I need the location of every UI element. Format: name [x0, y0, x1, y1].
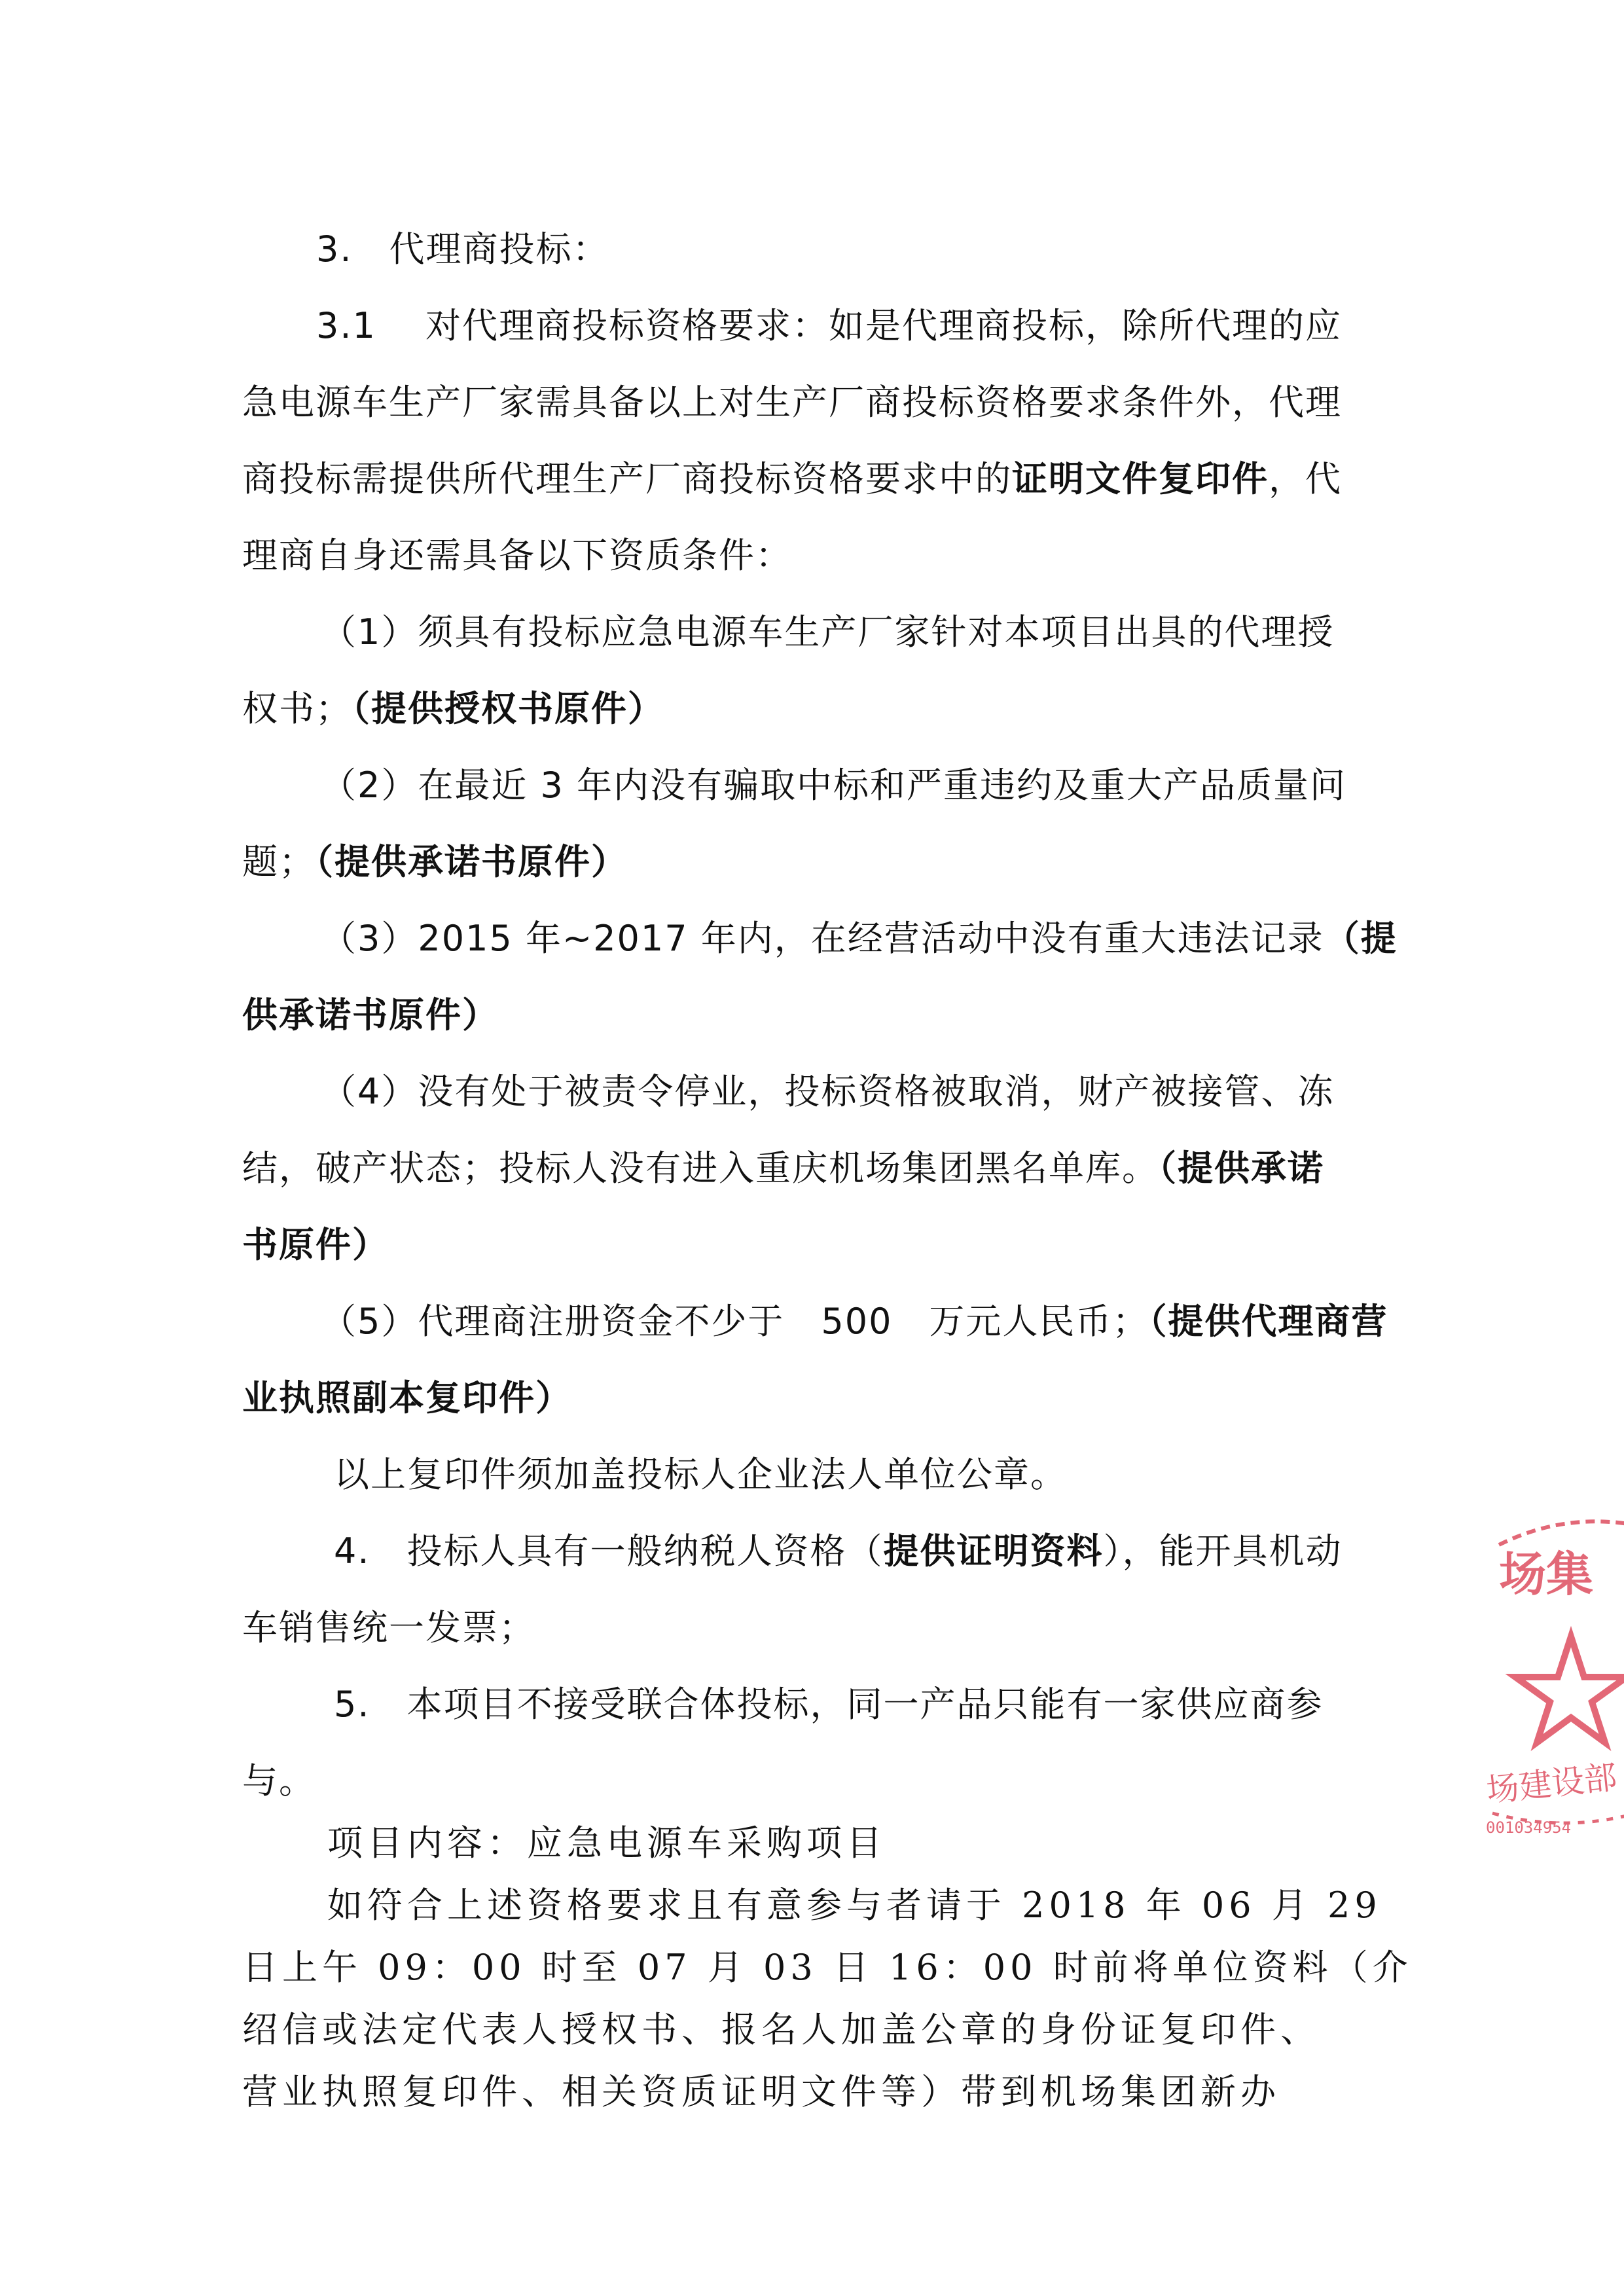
seal-star-icon	[1515, 1636, 1624, 1743]
bold-text-run: （提供授权书原件）	[352, 688, 664, 729]
project-content: 项目内容：应急电源车采购项目	[327, 1822, 886, 1864]
item-4-line-2	[242, 1146, 1324, 1191]
text-run: 题；	[242, 841, 316, 882]
item-3-line-1	[321, 916, 1398, 962]
text-run: ，代	[1269, 458, 1342, 499]
section-5-line-1: 5. 本项目不接受联合体投标，同一产品只能有一家供应商参	[334, 1684, 1324, 1725]
item-4-line-1: （4）没有处于被责令停业，投标资格被取消，财产被接管、冻	[321, 1071, 1335, 1112]
bold-text-run: 证明文件复印件	[1012, 458, 1269, 499]
text-run: 结，破产状态；投标人没有进入重庆机场集团黑名单库。	[242, 1148, 1159, 1189]
section-4-line-1	[334, 1528, 1343, 1574]
bold-text-run: （提供承诺	[1159, 1148, 1324, 1189]
registration-line-1: 如符合上述资格要求且有意参与者请于 2018 年 06 月 29	[327, 1885, 1382, 1926]
section-3-heading: 3. 代理商投标：	[316, 228, 609, 270]
bold-text-run: （提供代理商营	[1149, 1301, 1388, 1342]
text-run: ），能开具机动	[1103, 1530, 1343, 1572]
item-3-line-2: 供承诺书原件）	[242, 994, 499, 1036]
registration-line-2: 日上午 09：00 时至 07 月 03 日 16：00 时前将单位资料（介	[242, 1947, 1413, 1988]
item-4-line-3: 书原件）	[242, 1224, 389, 1265]
seal-note: 以上复印件须加盖投标人企业法人单位公章。	[334, 1454, 1067, 1495]
item-2-line-2	[242, 839, 628, 885]
section-5-line-2: 与。	[242, 1760, 316, 1801]
seal-bottom-text: 场建设部	[1484, 1758, 1619, 1810]
bold-text-run: 提供证明资料	[883, 1530, 1104, 1572]
text-run: 权书；	[242, 688, 352, 729]
registration-line-3: 绍信或法定代表人授权书、报名人加盖公章的身份证复印件、	[242, 2009, 1320, 2050]
section-3-1-line-2: 急电源车生产厂家需具备以上对生产厂商投标资格要求条件外，代理	[242, 382, 1342, 423]
bold-text-run: （提供承诺书原件）	[316, 841, 628, 882]
item-5-line-2: 业执照副本复印件）	[242, 1377, 572, 1419]
item-5-line-1	[321, 1299, 1388, 1345]
text-run: （3）2015 年~2017 年内，在经营活动中没有重大违法记录	[321, 918, 1324, 959]
seal-top-text: 场集	[1499, 1546, 1594, 1602]
item-2-line-1: （2）在最近 3 年内没有骗取中标和严重违约及重大产品质量问	[321, 765, 1347, 806]
section-3-1-line-1: 3.1 对代理商投标资格要求：如是代理商投标，除所代理的应	[316, 305, 1343, 346]
section-3-1-line-3	[242, 456, 1342, 502]
company-seal-stamp	[1479, 1506, 1624, 1846]
item-1-line-1: （1）须具有投标应急电源车生产厂家针对本项目出具的代理授	[321, 611, 1335, 653]
section-3-1-line-4: 理商自身还需具备以下资质条件：	[242, 535, 792, 576]
item-1-line-2	[242, 686, 664, 732]
bold-text-run: （提	[1324, 918, 1398, 959]
text-run: 商投标需提供所代理生产厂商投标资格要求中的	[242, 458, 1012, 499]
registration-line-4: 营业执照复印件、相关资质证明文件等）带到机场集团新办	[242, 2071, 1280, 2112]
seal-number: 001034954	[1486, 1818, 1572, 1837]
section-4-line-2: 车销售统一发票；	[242, 1607, 535, 1648]
text-run: 4. 投标人具有一般纳税人资格（	[334, 1530, 884, 1572]
text-run: （5）代理商注册资金不少于 500 万元人民币；	[321, 1301, 1149, 1342]
